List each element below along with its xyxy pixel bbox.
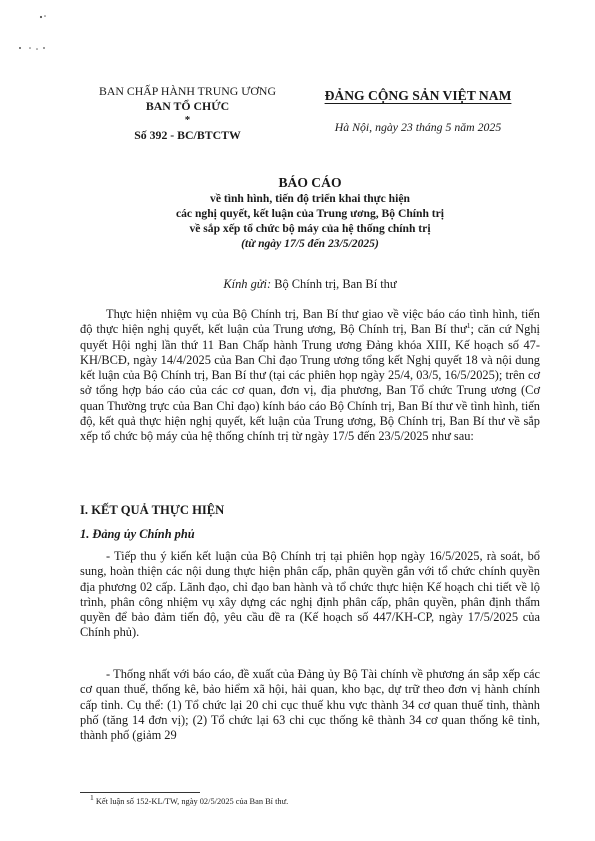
subsection-heading: 1. Đảng ủy Chính phủ (80, 527, 195, 541)
section-heading: I. KẾT QUẢ THỰC HIỆN (80, 503, 225, 517)
report-subtitle-line2: các nghị quyết, kết luận của Trung ương, Bộ Chính trị (175, 207, 445, 220)
footnote-reference[interactable]: 1 (466, 321, 471, 331)
agency-name: BAN TỔ CHỨC (145, 99, 230, 113)
intro-paragraph (80, 307, 540, 445)
body-paragraph: - Tiếp thu ý kiến kết luận của Bộ Chính trị tại phiên họp ngày 16/5/2025, rà soát, bổ sung, hoàn thiện các nội dung thực hiện phân cấp, phân quyền gắn với tổ chức chính quyền địa phương 02 cấp. Lãnh đạo, chỉ đạo ban hành và tổ chức thực hiện Kế hoạch chi tiết về lộ trình, phân công nhiệm vụ xây dựng các nghị định phân cấp, phân quyền, phân định thẩm quyền để bảo đảm tiến độ, yêu cầu đề ra (Kế hoạch số 447/KH-CP, ngày 17/5/2025 của Chính phủ). (80, 549, 540, 640)
issuing-agency-block (80, 84, 295, 143)
document-number: Số 392 - BC/BTCTW (134, 128, 241, 142)
party-block (300, 88, 536, 135)
party-name: ĐẢNG CỘNG SẢN VIỆT NAM (324, 88, 512, 103)
report-subtitle-line1: về tình hình, tiến độ triển khai thực hiện (210, 192, 410, 205)
report-title: BÁO CÁO (278, 175, 342, 190)
footnote-text: Kết luận số 152-KL/TW, ngày 02/5/2025 của Ban Bí thư. (93, 797, 289, 806)
body-paragraph: - Thống nhất với báo cáo, đề xuất của Đảng ủy Bộ Tài chính về phương án sắp xếp các cơ quan thuế, thống kê, bảo hiểm xã hội, hải quan, kho bạc, dự trữ theo đơn vị hành chính cấp tỉnh. Cụ thể: (1) Tổ chức lại 20 chi cục thuế khu vực thành 34 cơ quan thuế tỉnh, thành phố (tăng 14 đơn vị); (2) Tổ chức lại 63 chi cục thống kê thành 34 cơ quan thống kê tỉnh, thành phố (giảm 29 (80, 667, 540, 743)
recipient-value: Bộ Chính trị, Ban Bí thư (274, 277, 397, 291)
recipient-label: Kính gửi: (223, 277, 272, 291)
agency-parent: BAN CHẤP HÀNH TRUNG ƯƠNG (99, 84, 276, 98)
scan-specks (6, 10, 66, 60)
report-subtitle-line3: về sắp xếp tổ chức bộ máy của hệ thống chính trị (189, 222, 431, 235)
intro-text-b: ; căn cứ Nghị quyết Hội nghị lần thứ 11 Ban Chấp hành Trung ương Đảng khóa XIII, Kế hoạch số 47-KH/BCĐ, ngày 14/4/2025 của Ban Chỉ đạo Trung ương tổng kết Nghị quyết 18 và nội dung kết luận của Bộ Chính trị, Ban Bí thư (tại các phiên họp ngày 25/4, 03/5, 16/5/2025); trên cơ sở tổng hợp báo cáo của các cơ quan, đơn vị, địa phương, Ban Tổ chức Trung ương (Cơ quan Thường trực của Ban Chỉ đạo) kính báo cáo Bộ Chính trị, Ban Bí thư về tình hình, tiến độ, kết quả thực hiện nghị quyết, kết luận của Trung ương, Bộ Chính trị, Ban Bí thư về sắp xếp tổ chức bộ máy của hệ thống chính trị từ ngày 17/5 đến 23/5/2025 như sau: (80, 322, 540, 444)
footnote (90, 793, 530, 806)
star-mark: * (184, 114, 191, 126)
document-date: Hà Nội, ngày 23 tháng 5 năm 2025 (334, 120, 502, 134)
footnote-number: 1 (90, 793, 94, 803)
report-title-block (80, 174, 540, 251)
recipient-line (80, 277, 540, 292)
report-period: (từ ngày 17/5 đến 23/5/2025) (241, 237, 379, 250)
intro-text-a: Thực hiện nhiệm vụ của Bộ Chính trị, Ban Bí thư giao về việc báo cáo tình hình, tiến độ thực hiện nghị quyết, kết luận của Trung ương, Bộ Chính trị, Ban Bí thư (80, 307, 540, 337)
footnote-divider (80, 792, 200, 793)
